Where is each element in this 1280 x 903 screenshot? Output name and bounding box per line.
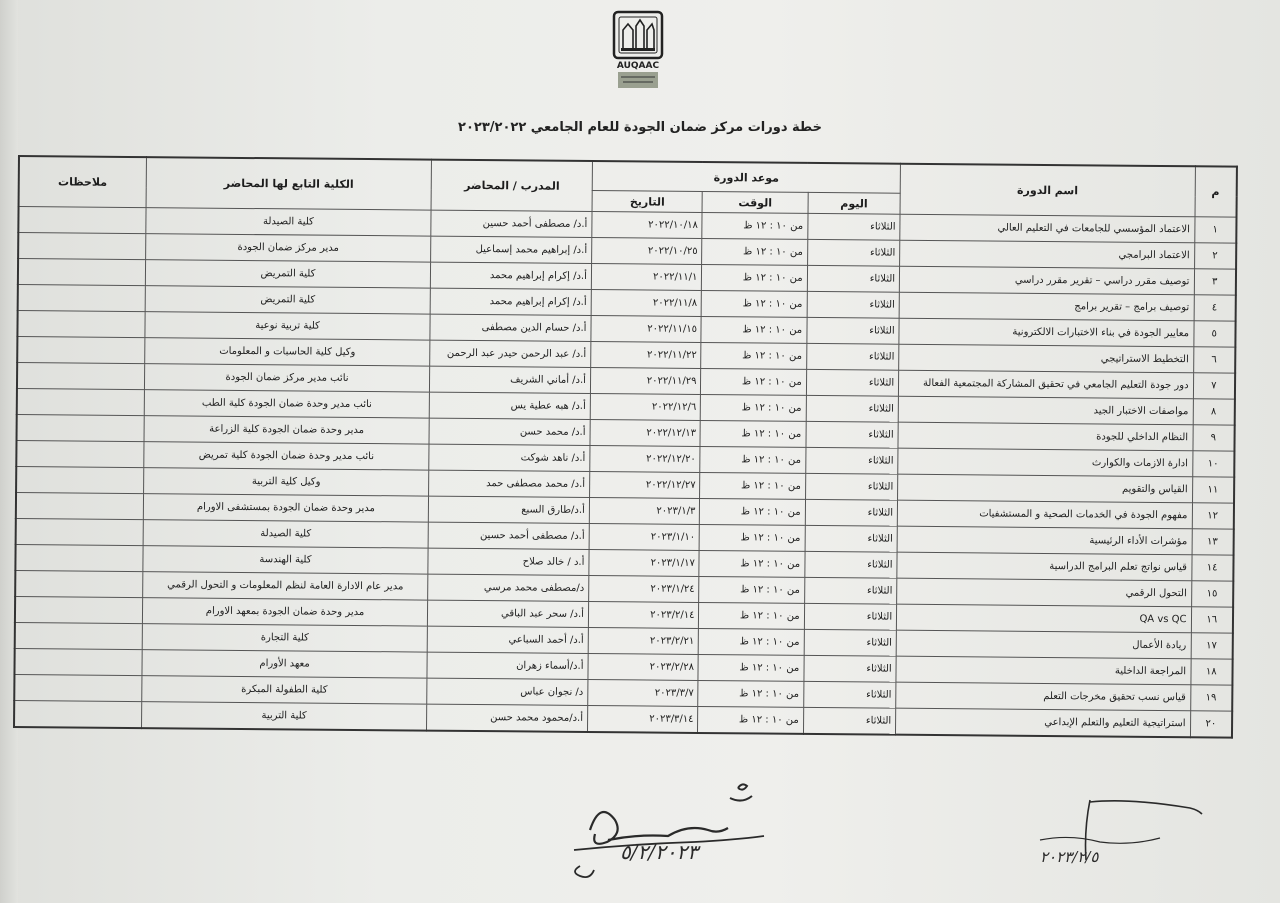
- cell-college: وكيل كلية التربية: [143, 468, 429, 496]
- cell-day: الثلاثاء: [803, 681, 896, 708]
- cell-college: نائب مدير وحدة ضمان الجودة كلية تمريض: [143, 442, 429, 470]
- cell-day: الثلاثاء: [805, 447, 898, 474]
- column-header-trainer: المدرب / المحاضر: [431, 160, 592, 212]
- page-title: خطة دورات مركز ضمان الجودة للعام الجامعي ٢٠٢٣/٢٠٢٢: [458, 120, 822, 135]
- cell-course: التخطيط الاستراتيجي: [899, 344, 1194, 373]
- cell-day: الثلاثاء: [807, 239, 900, 266]
- signature-right: [1030, 780, 1220, 890]
- cell-num: ١١: [1192, 477, 1234, 503]
- cell-date: ٢٠٢٢/١٢/٢٠: [590, 446, 701, 473]
- cell-time: من ١٠ : ١٢ ظ: [701, 342, 806, 369]
- courses-table: [13, 155, 1238, 739]
- cell-day: الثلاثاء: [807, 265, 900, 292]
- cell-trainer: أ.د/ محمد مصطفى حمد: [429, 470, 590, 497]
- cell-college: نائب مدير مركز ضمان الجودة: [144, 364, 430, 392]
- cell-date: ٢٠٢٣/٢/١٤: [588, 601, 699, 628]
- cell-time: من ١٠ : ١٢ ظ: [702, 238, 807, 265]
- cell-num: ٥: [1193, 321, 1235, 347]
- cell-time: من ١٠ : ١٢ ظ: [698, 654, 803, 681]
- cell-notes: [18, 285, 145, 312]
- cell-time: من ١٠ : ١٢ ظ: [702, 290, 807, 317]
- cell-course: دور جودة التعليم الجامعي في تحقيق المشاركة المجتمعية الفعالة: [899, 370, 1194, 399]
- cell-course: معايير الجودة في بناء الاختبارات الالكترونية: [899, 318, 1194, 347]
- cell-course: النظام الداخلي للجودة: [898, 422, 1193, 451]
- cell-college: كلية الطفولة المبكرة: [141, 676, 427, 704]
- cell-course: توصيف برامج – تقرير برامج: [899, 292, 1194, 321]
- column-header-schedule: موعد الدورة: [592, 161, 900, 193]
- cell-num: ١٥: [1191, 581, 1233, 607]
- cell-date: ٢٠٢٣/٣/٧: [588, 679, 699, 706]
- cell-date: ٢٠٢٣/١/١٧: [589, 549, 700, 576]
- cell-date: ٢٠٢٢/١١/١٥: [591, 316, 702, 343]
- cell-course: مواصفات الاختبار الجيد: [898, 396, 1193, 425]
- cell-college: كلية التجارة: [142, 624, 428, 652]
- cell-notes: [15, 544, 142, 571]
- cell-day: الثلاثاء: [805, 551, 898, 578]
- cell-college: كلية الصيدلة: [143, 520, 429, 548]
- cell-date: ٢٠٢٣/١/٢٤: [589, 575, 700, 602]
- cell-course: الاعتماد المؤسسي للجامعات في التعليم العالي: [900, 214, 1195, 243]
- cell-day: الثلاثاء: [803, 707, 896, 734]
- courses-table-body: [14, 207, 1236, 738]
- cell-date: ٢٠٢٢/١١/٢٩: [590, 368, 701, 395]
- cell-course: القياس والتقويم: [898, 474, 1193, 503]
- cell-num: ١٤: [1191, 555, 1233, 581]
- cell-day: الثلاثاء: [805, 525, 898, 552]
- cell-trainer: د/مصطفى محمد مرسي: [428, 574, 589, 601]
- cell-notes: [14, 674, 141, 701]
- cell-num: ١: [1194, 217, 1236, 243]
- cell-date: ٢٠٢٣/٣/١٤: [587, 705, 698, 732]
- cell-notes: [15, 570, 142, 597]
- cell-time: من ١٠ : ١٢ ظ: [700, 524, 805, 551]
- cell-notes: [18, 207, 145, 234]
- cell-num: ٧: [1193, 373, 1235, 399]
- cell-college: مدير وحدة ضمان الجودة بمستشفى الاورام: [143, 494, 429, 522]
- cell-time: من ١٠ : ١٢ ظ: [702, 264, 807, 291]
- column-header-time: الوقت: [702, 191, 807, 213]
- column-header-college: الكلية التابع لها المحاضر: [146, 157, 432, 210]
- cell-notes: [14, 700, 141, 728]
- cell-course: الاعتماد البرامجي: [900, 240, 1195, 269]
- cell-date: ٢٠٢٢/١١/٨: [591, 290, 702, 317]
- cell-date: ٢٠٢٣/١/٣: [589, 498, 700, 525]
- cell-day: الثلاثاء: [804, 629, 897, 656]
- cell-course: المراجعة الداخلية: [896, 656, 1191, 685]
- cell-date: ٢٠٢٢/١٠/١٨: [592, 212, 703, 239]
- cell-trainer: أ.د / خالد صلاح: [428, 548, 589, 575]
- cell-trainer: أ.د/ إكرام إبراهيم محمد: [431, 288, 592, 315]
- cell-day: الثلاثاء: [807, 317, 900, 344]
- cell-college: كلية تربية نوعية: [144, 312, 430, 340]
- cell-trainer: أ.د/أسماء زهران: [427, 652, 588, 679]
- cell-college: كلية الصيدلة: [145, 208, 431, 236]
- cell-trainer: أ.د/ مصطفى أحمد حسين: [431, 210, 592, 237]
- signature-right-date: ٢٠٢٣/٢/٥: [1040, 848, 1099, 866]
- cell-trainer: أ.د/محمود محمد حسن: [427, 704, 588, 732]
- cell-course: ريادة الأعمال: [896, 630, 1191, 659]
- cell-notes: [14, 648, 141, 675]
- cell-num: ٩: [1192, 425, 1234, 451]
- cell-time: من ١٠ : ١٢ ظ: [700, 446, 805, 473]
- signature-left-date: ٥/٢/٢٠٢٣: [620, 840, 698, 864]
- cell-num: ١٠: [1192, 451, 1234, 477]
- cell-notes: [17, 414, 144, 441]
- cell-college: مدير مركز ضمان الجودة: [145, 234, 431, 262]
- cell-day: الثلاثاء: [807, 213, 900, 240]
- cell-notes: [16, 440, 143, 467]
- cell-college: معهد الأورام: [142, 650, 428, 678]
- cell-trainer: أ.د/ سحر عبد الباقي: [428, 600, 589, 627]
- cell-trainer: أ.د/ حسام الدين مصطفى: [430, 314, 591, 341]
- cell-course: قياس نسب تحقيق مخرجات التعلم: [896, 682, 1191, 711]
- cell-day: الثلاثاء: [804, 603, 897, 630]
- cell-course: ادارة الازمات والكوارث: [898, 448, 1193, 477]
- cell-date: ٢٠٢٣/٢/٢١: [588, 627, 699, 654]
- cell-time: من ١٠ : ١٢ ظ: [702, 212, 807, 239]
- cell-notes: [17, 363, 144, 390]
- cell-day: الثلاثاء: [805, 473, 898, 500]
- university-logo: [608, 8, 668, 94]
- cell-num: ٢٠: [1190, 711, 1232, 738]
- cell-time: من ١٠ : ١٢ ظ: [701, 394, 806, 421]
- cell-trainer: أ.د/ أحمد السباعي: [428, 626, 589, 653]
- cell-notes: [15, 596, 142, 623]
- cell-college: نائب مدير وحدة ضمان الجودة كلية الطب: [144, 390, 430, 418]
- cell-date: ٢٠٢٢/١٢/٦: [590, 394, 701, 421]
- cell-notes: [18, 233, 145, 260]
- cell-college: كلية الهندسة: [142, 546, 428, 574]
- cell-notes: [18, 259, 145, 286]
- column-header-day: اليوم: [808, 192, 901, 214]
- cell-trainer: أ.د/ إبراهيم محمد إسماعيل: [431, 236, 592, 263]
- cell-num: ١٩: [1190, 685, 1232, 711]
- cell-date: ٢٠٢٢/١١/١: [591, 264, 702, 291]
- cell-trainer: أ.د/ عبد الرحمن حيدر عبد الرحمن: [430, 340, 591, 367]
- cell-num: ١٧: [1191, 633, 1233, 659]
- cell-time: من ١٠ : ١٢ ظ: [700, 472, 805, 499]
- courses-table-container: [13, 155, 1248, 739]
- cell-num: ١٦: [1191, 607, 1233, 633]
- cell-date: ٢٠٢٢/١٠/٢٥: [592, 238, 703, 265]
- cell-notes: [16, 492, 143, 519]
- cell-college: مدير وحدة ضمان الجودة كلية الزراعة: [144, 416, 430, 444]
- cell-trainer: أ.د/ محمد حسن: [429, 418, 590, 445]
- cell-num: ١٨: [1190, 659, 1232, 685]
- cell-course: التحول الرقمي: [897, 578, 1192, 607]
- cell-time: من ١٠ : ١٢ ظ: [700, 498, 805, 525]
- cell-notes: [17, 311, 144, 338]
- cell-course: قياس نواتج تعلم البرامج الدراسية: [897, 552, 1192, 581]
- cell-college: كلية التمريض: [145, 286, 431, 314]
- cell-num: ٦: [1193, 347, 1235, 373]
- signature-left: [560, 770, 800, 890]
- cell-college: كلية التربية: [141, 702, 427, 731]
- cell-num: ٨: [1193, 399, 1235, 425]
- cell-day: الثلاثاء: [805, 499, 898, 526]
- cell-trainer: أ.د/ أماني الشريف: [430, 366, 591, 393]
- column-header-course: اسم الدورة: [900, 164, 1195, 217]
- cell-time: من ١٠ : ١٢ ظ: [701, 316, 806, 343]
- column-header-notes: ملاحظات: [19, 156, 146, 208]
- cell-course: مؤشرات الأداء الرئيسية: [897, 526, 1192, 555]
- cell-day: الثلاثاء: [804, 655, 897, 682]
- column-header-date: التاريخ: [592, 191, 703, 213]
- cell-day: الثلاثاء: [806, 395, 899, 422]
- cell-num: ١٣: [1192, 529, 1234, 555]
- cell-college: مدير عام الادارة العامة لنظم المعلومات و التحول الرقمي: [142, 572, 428, 600]
- cell-trainer: أ.د/ هبه عطية يس: [430, 392, 591, 419]
- cell-course: مفهوم الجودة في الخدمات الصحية و المستشفيات: [897, 500, 1192, 529]
- cell-course: توصيف مقرر دراسي – تقرير مقرر دراسي: [899, 266, 1194, 295]
- cell-num: ٤: [1194, 295, 1236, 321]
- cell-time: من ١٠ : ١٢ ظ: [701, 368, 806, 395]
- cell-notes: [17, 337, 144, 364]
- cell-time: من ١٠ : ١٢ ظ: [698, 680, 803, 707]
- cell-notes: [16, 466, 143, 493]
- cell-college: كلية التمريض: [145, 260, 431, 288]
- cell-time: من ١٠ : ١٢ ظ: [699, 602, 804, 629]
- cell-college: مدير وحدة ضمان الجودة بمعهد الاورام: [142, 598, 428, 626]
- cell-time: من ١٠ : ١٢ ظ: [698, 706, 803, 733]
- cell-notes: [15, 622, 142, 649]
- cell-course: استراتيجية التعليم والتعلم الإبداعي: [896, 708, 1191, 737]
- cell-day: الثلاثاء: [804, 577, 897, 604]
- cell-time: من ١٠ : ١٢ ظ: [699, 550, 804, 577]
- logo-caption: AUQAAC: [616, 61, 660, 71]
- cell-date: ٢٠٢٢/١٢/١٣: [590, 420, 701, 447]
- cell-trainer: أ.د/طارق السبع: [429, 496, 590, 523]
- cell-num: ٢: [1194, 243, 1236, 269]
- cell-college: وكيل كلية الحاسبات و المعلومات: [144, 338, 430, 366]
- cell-trainer: د/ نجوان عباس: [427, 678, 588, 705]
- cell-time: من ١٠ : ١٢ ظ: [699, 576, 804, 603]
- cell-course: QA vs QC: [897, 604, 1192, 633]
- cell-day: الثلاثاء: [806, 421, 899, 448]
- cell-notes: [16, 518, 143, 545]
- cell-time: من ١٠ : ١٢ ظ: [700, 420, 805, 447]
- column-header-num: م: [1195, 166, 1237, 217]
- cell-date: ٢٠٢٢/١٢/٢٧: [589, 472, 700, 499]
- cell-trainer: أ.د/ مصطفى أحمد حسين: [429, 522, 590, 549]
- cell-day: الثلاثاء: [806, 369, 899, 396]
- cell-notes: [17, 388, 144, 415]
- cell-day: الثلاثاء: [806, 343, 899, 370]
- cell-date: ٢٠٢٣/٢/٢٨: [588, 653, 699, 680]
- cell-trainer: أ.د/ إكرام إبراهيم محمد: [431, 262, 592, 289]
- cell-time: من ١٠ : ١٢ ظ: [699, 628, 804, 655]
- cell-trainer: أ.د/ ناهد شوكت: [429, 444, 590, 471]
- cell-day: الثلاثاء: [807, 291, 900, 318]
- cell-date: ٢٠٢٣/١/١٠: [589, 523, 700, 550]
- cell-date: ٢٠٢٢/١١/٢٢: [591, 342, 702, 369]
- cell-num: ١٢: [1192, 503, 1234, 529]
- cell-num: ٣: [1194, 269, 1236, 295]
